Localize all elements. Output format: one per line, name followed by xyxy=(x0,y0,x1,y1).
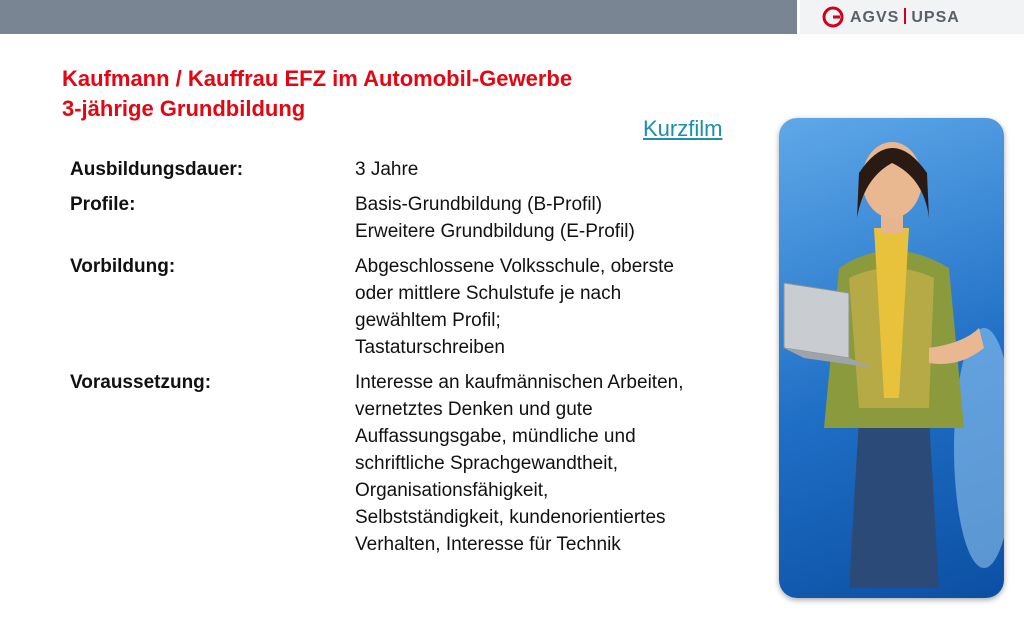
student-illustration xyxy=(779,118,1004,598)
info-value-line: gewähltem Profil; xyxy=(355,310,501,331)
info-row xyxy=(70,191,770,245)
info-value-line: Erweitere Grundbildung (E-Profil) xyxy=(355,221,635,242)
info-value-line: oder mittlere Schulstufe je nach xyxy=(355,283,622,304)
info-row xyxy=(70,156,770,183)
info-value-line: Basis-Grundbildung (B-Profil) xyxy=(355,194,603,215)
page-title xyxy=(62,64,572,124)
logo-text-upsa: UPSA xyxy=(911,9,960,26)
info-value-line: Selbstständigkeit, kundenorientiertes xyxy=(355,507,666,528)
info-row xyxy=(70,253,770,361)
info-value xyxy=(355,253,674,361)
info-label: Ausbildungsdauer: xyxy=(70,159,244,180)
info-value-line: schriftliche Sprachgewandtheit, xyxy=(355,453,618,474)
info-value-line: Organisationsfähigkeit, xyxy=(355,480,549,501)
info-label: Voraussetzung: xyxy=(70,372,212,393)
info-value xyxy=(355,369,683,558)
info-row xyxy=(70,369,770,558)
info-value-line: Verhalten, Interesse für Technik xyxy=(355,534,621,555)
info-value-line: Tastaturschreiben xyxy=(355,337,505,358)
info-value xyxy=(355,191,635,245)
info-value-line: 3 Jahre xyxy=(355,159,419,180)
info-value-line: vernetztes Denken und gute xyxy=(355,399,593,420)
logo-text xyxy=(850,8,960,27)
info-label: Vorbildung: xyxy=(70,256,176,277)
logo-separator xyxy=(904,8,906,24)
agvs-logo-icon xyxy=(822,6,844,28)
info-label: Profile: xyxy=(70,194,136,215)
title-line-1: Kaufmann / Kauffrau EFZ im Automobil-Gewerbe xyxy=(62,66,573,91)
student-photo xyxy=(779,118,1004,598)
info-table xyxy=(70,156,770,566)
info-value-line: Auffassungsgabe, mündliche und xyxy=(355,426,636,447)
logo-text-agvs: AGVS xyxy=(850,9,900,26)
header-band xyxy=(0,0,797,34)
kurzfilm-link[interactable]: Kurzfilm xyxy=(643,116,723,141)
info-value-line: Interesse an kaufmännischen Arbeiten, xyxy=(355,372,684,393)
title-line-2: 3-jährige Grundbildung xyxy=(62,96,306,121)
info-value-line: Abgeschlossene Volksschule, oberste xyxy=(355,256,674,277)
info-value xyxy=(355,156,418,183)
